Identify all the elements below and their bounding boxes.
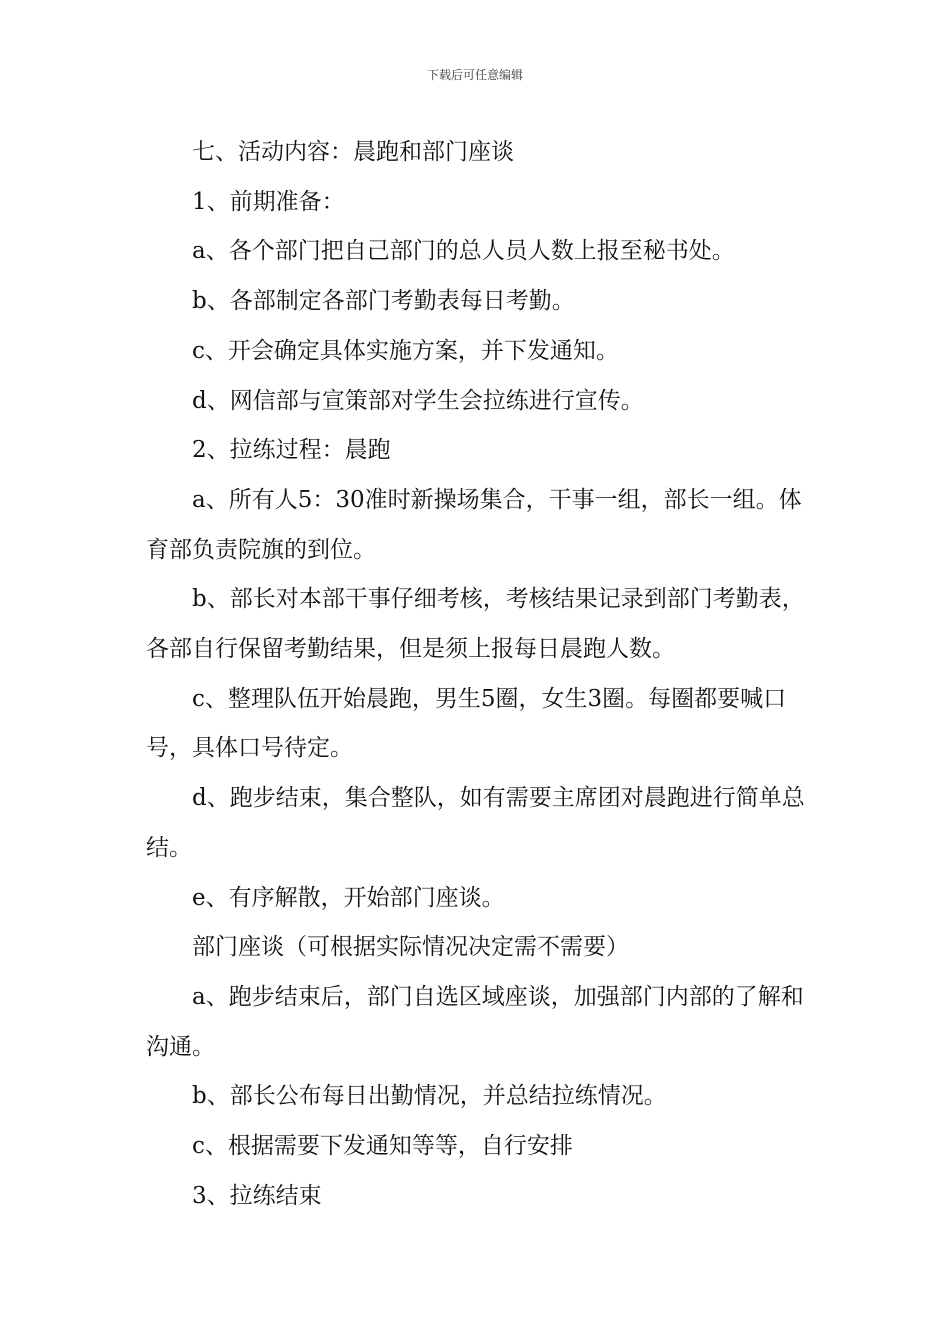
section-heading: 七、活动内容：晨跑和部门座谈 xyxy=(192,139,514,165)
paragraph: a、各个部门把自己部门的总人员人数上报至秘书处。 xyxy=(192,238,735,265)
paragraph: b、部长公布每日出勤情况，并总结拉练情况。 xyxy=(192,1083,667,1110)
subsection-heading: 部门座谈（可根据实际情况决定需不需要） xyxy=(192,934,629,961)
paragraph: b、各部制定各部门考勤表每日考勤。 xyxy=(192,288,575,315)
paragraph: d、跑步结束，集合整队，如有需要主席团对晨跑进行简单总结。 xyxy=(146,785,805,861)
subsection-heading: 3、拉练结束 xyxy=(192,1182,322,1209)
paragraph: a、所有人5：30准时新操场集合，干事一组，部长一组。体育部负责院旗的到位。 xyxy=(146,486,802,563)
paragraph: c、整理队伍开始晨跑，男生5圈，女生3圈。每圈都要喊口号，具体口号待定。 xyxy=(146,685,787,762)
paragraph: c、开会确定具体实施方案，并下发通知。 xyxy=(192,337,619,364)
subsection-heading: 2、拉练过程：晨跑 xyxy=(192,437,391,464)
page-header: 下载后可任意编辑 xyxy=(426,68,523,82)
paragraph: b、部长对本部干事仔细考核，考核结果记录到部门考勤表，各部自行保留考勤结果，但是须上报每日晨跑人数。 xyxy=(146,586,805,663)
subsection-heading: 1、前期准备： xyxy=(192,188,345,215)
paragraph: e、有序解散，开始部门座谈。 xyxy=(192,884,505,911)
paragraph: c、根据需要下发通知等等，自行安排 xyxy=(192,1133,573,1160)
paragraph: d、网信部与宣策部对学生会拉练进行宣传。 xyxy=(192,387,644,414)
paragraph: a、跑步结束后，部门自选区域座谈，加强部门内部的了解和沟通。 xyxy=(146,983,804,1060)
document-body xyxy=(146,128,810,1221)
